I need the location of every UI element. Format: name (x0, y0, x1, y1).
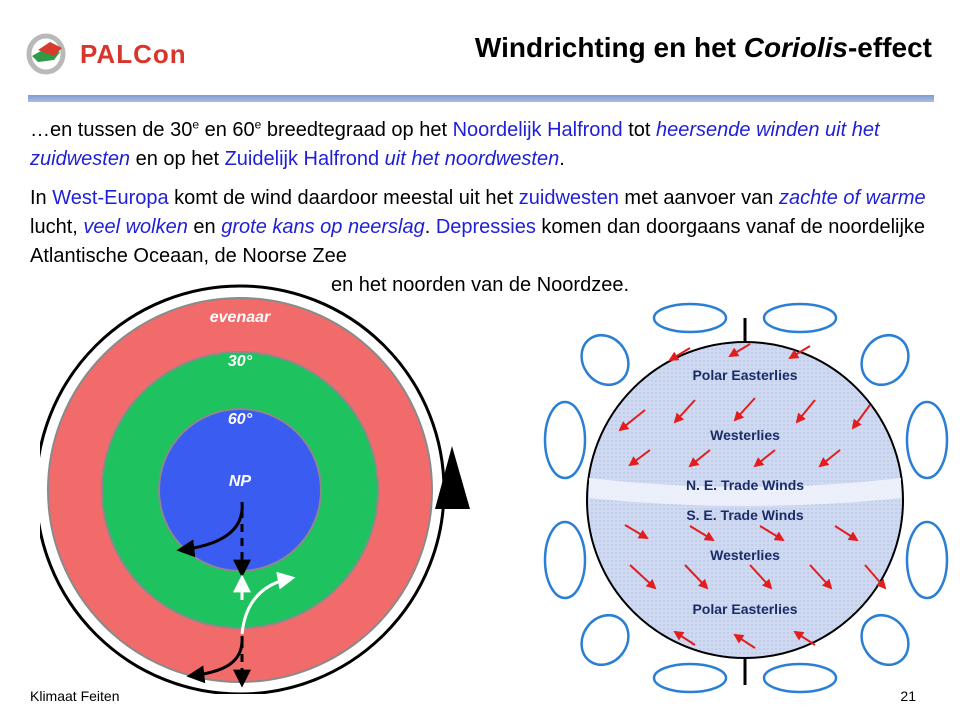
p1-text: …en tussen de 30 (30, 119, 193, 141)
zone-polar (159, 409, 321, 571)
p2-text: . (424, 216, 436, 238)
label-equator: evenaar (209, 309, 271, 326)
label-60: 60° (227, 411, 253, 428)
footer-source: Klimaat Feiten (30, 688, 120, 704)
global-wind-belts-diagram (535, 300, 960, 695)
palcon-logo-icon (24, 26, 214, 78)
p2-highlight: veel wolken (83, 216, 188, 238)
p1-text: breedtegraad op het (261, 119, 453, 141)
latitude-circles-diagram (40, 284, 480, 694)
title-end: -effect (847, 32, 932, 63)
p2-last-line: en het noorden van de Noordzee. (331, 274, 629, 296)
p1-highlight: uit het noordwesten (384, 148, 560, 170)
page-number: 21 (900, 688, 916, 704)
label-np: NP (228, 473, 252, 490)
paragraph-west-europe (30, 184, 930, 300)
label-30: 30° (227, 353, 253, 370)
p2-text: komt de wind daardoor meestal uit het (168, 187, 519, 209)
p2-text: In (30, 187, 53, 209)
slide-title (475, 32, 932, 64)
title-divider (28, 95, 934, 102)
p1-sup: e (254, 117, 262, 132)
p2-highlight: grote kans op neerslag (221, 216, 425, 238)
title-italic: Coriolis (743, 32, 848, 63)
band-label: N. E. Trade Winds (685, 477, 805, 493)
p1-highlight: heersende winden uit het zuidwesten (30, 119, 880, 170)
p1-text: en op het (130, 148, 225, 170)
logo-text: PALCon (80, 39, 187, 69)
p2-highlight: Depressies (435, 216, 536, 238)
band-label: Polar Easterlies (692, 601, 798, 617)
p1-text: . (559, 148, 565, 170)
palcon-logo (24, 26, 214, 78)
band-label: Westerlies (710, 547, 780, 563)
paragraph-latitudes (30, 116, 930, 174)
p2-highlight: zuidwesten (518, 187, 619, 209)
p1-highlight: Zuidelijk Halfrond (224, 148, 380, 170)
p1-text: en 60 (199, 119, 255, 141)
p1-text: tot (622, 119, 657, 141)
p2-highlight: zachte of warme (778, 187, 926, 209)
p2-highlight: West-Europa (52, 187, 169, 209)
p2-text: en (187, 216, 222, 238)
p2-text: met aanvoer van (618, 187, 779, 209)
p1-highlight: Noordelijk Halfrond (452, 119, 623, 141)
p2-text: komen dan doorgaans vanaf de noordelijke Atlantische Oceaan, de Noorse Zee (30, 216, 926, 267)
band-label: S. E. Trade Winds (686, 507, 804, 523)
band-label: Polar Easterlies (692, 367, 798, 383)
p2-text: lucht, (30, 216, 84, 238)
p1-sup: e (192, 117, 200, 132)
title-main: Windrichting en het (474, 32, 744, 63)
band-label: Westerlies (710, 427, 780, 443)
